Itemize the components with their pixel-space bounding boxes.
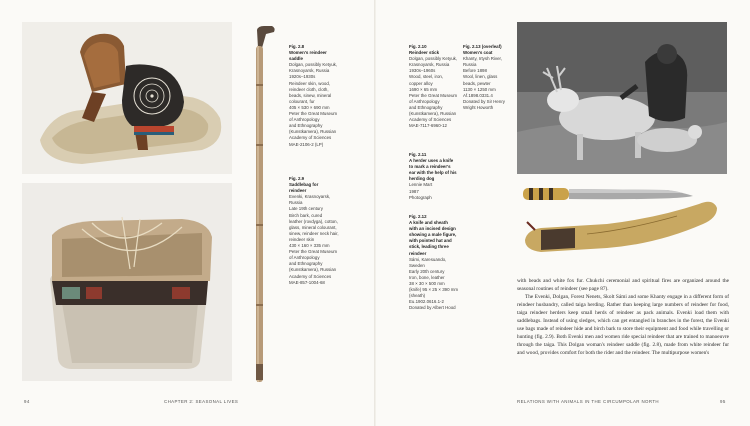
caption-heading: Saddlebag for: [289, 182, 319, 188]
caption-heading: A herder uses a knife: [409, 158, 454, 164]
caption-line: (sheath): [409, 293, 426, 299]
caption-line: (Kunstkamera), Russian: [289, 267, 337, 273]
caption-line: Birch bark, cured: [289, 212, 323, 218]
caption-line: reindeer skin: [289, 236, 315, 242]
caption-line: 1690 × 65 mm: [409, 86, 438, 92]
running-head-right: RELATIONS WITH ANIMALS IN THE CIRCUMPOLAR NORTH: [517, 399, 659, 404]
caption-line: beads, sinew, mineral: [289, 92, 332, 98]
caption-fig-2-13: [463, 44, 513, 111]
caption-line: 1930s–1960s: [409, 68, 436, 74]
caption-line: Iron, bone, leather: [409, 274, 445, 280]
caption-line: Peter the Great Museum: [289, 111, 338, 117]
caption-line: Krasnoyarsk, Russia: [289, 68, 330, 74]
caption-line: Khanty, Irtysh River,: [463, 56, 502, 62]
saddlebag-photo: [22, 183, 232, 381]
caption-line: 405 × 530 × 690 mm: [289, 104, 330, 110]
page-number-right: 95: [720, 399, 726, 404]
reindeer-stick-photo: [240, 24, 278, 384]
caption-title: Fig. 2.12: [409, 214, 427, 219]
caption-line: 1920s–1930s: [289, 74, 316, 80]
caption-line: Donated by Albert Hood: [409, 305, 456, 311]
caption-heading: with an incised design: [409, 226, 456, 232]
caption-line: MAE-857-1004-68: [289, 279, 325, 285]
caption-heading: with pointed hat and: [409, 238, 452, 244]
reindeer-saddle-photo: [22, 22, 232, 174]
caption-line: Donated by Sir Henry: [463, 98, 505, 104]
caption-line: Wood, steel, iron,: [409, 74, 444, 80]
caption-line: Sweden: [409, 262, 425, 268]
caption-line: of Anthropology: [409, 98, 440, 104]
caption-line: Reindeer skin, wood,: [289, 80, 331, 86]
caption-fig-2-9: [289, 176, 355, 286]
caption-title: Fig. 2.9: [289, 176, 305, 181]
page-gutter: [374, 0, 376, 426]
caption-line: of Anthropology: [289, 255, 320, 261]
body-text: [517, 277, 729, 357]
caption-line: Dolgan, possibly Ketyuk,: [409, 56, 458, 62]
caption-line: of Anthropology: [289, 117, 320, 123]
caption-line: and Ethnography: [409, 104, 443, 110]
caption-line: Academy of Sciences: [289, 135, 332, 141]
caption-line: Early 20th century: [409, 268, 445, 274]
caption-line: (Kunstkamera), Russian: [409, 111, 457, 117]
body-paragraph: The Evenki, Dolgan, Forest Nenets, Skolt Sámi and some Khanty engage in a different form of reindeer husbandry, called taiga herding. Rather than keeping large numbers of reindeer for food, taiga reindeer herders keep small herds of reindeer as pack animals. Evenki load them with saddlebags. Instead of using sledges, which can get entangled in branches in the forest, the Evenki use bags made of reindeer hide and birch bark to store their equipment and food while travelling or hunting (fig. 2.9). Both Evenki men and women ride special reindeer that are trained to manoeuvre through the taiga. This Dolgan woman's reindeer saddle (fig. 2.8), made from white reindeer fur and wood, provides comfort for both the rider and the reindeer. The multipurpose women's: [517, 294, 729, 356]
caption-line: and Ethnography: [289, 123, 323, 129]
caption-fig-2-10: [409, 44, 461, 129]
running-head-left: CHAPTER 2: SEASONAL LIVES: [164, 399, 239, 404]
caption-line: Academy of Sciences: [409, 117, 452, 123]
caption-line: Evenki, Krasnoyarsk,: [289, 194, 331, 200]
caption-line: reindeer cloth, cloth,: [289, 86, 329, 92]
caption-line: MAE-2106-2 (LP): [289, 141, 324, 147]
caption-heading: A knife and sheath: [409, 220, 448, 226]
caption-line: Peter the Great Museum: [289, 249, 338, 255]
caption-line: colourant, fur: [289, 98, 315, 104]
caption-line: leather (rovdyga), cotton,: [289, 218, 338, 224]
caption-heading: Women's reindeer: [289, 50, 327, 56]
caption-heading: Reindeer stick: [409, 50, 440, 56]
caption-line: Before 1898: [463, 68, 487, 74]
caption-line: Wool, linen, glass: [463, 74, 498, 80]
caption-line: (knife) 95 × 25 × 390 mm: [409, 287, 459, 293]
caption-line: sinew, reindeer neck hair,: [289, 230, 339, 236]
caption-line: Academy of Sciences: [289, 273, 332, 279]
caption-heading: stick, leading three: [409, 244, 449, 250]
caption-line: beads, pewter: [463, 80, 491, 86]
caption-line: Russia: [463, 62, 477, 68]
caption-heading: herding dog: [409, 176, 435, 182]
caption-line: (Kunstkamera), Russian: [289, 129, 337, 135]
caption-heading: Women's coat: [463, 50, 493, 56]
caption-heading: saddle: [289, 56, 303, 62]
caption-line: 38 × 30 × 500 mm: [409, 281, 445, 287]
caption-heading: reindeer: [289, 188, 307, 194]
caption-line: Peter the Great Museum: [409, 92, 458, 98]
caption-line: Russia: [289, 200, 303, 206]
caption-title: Fig. 2.11: [409, 152, 427, 157]
caption-line: Sámi, Karesuando,: [409, 256, 447, 262]
caption-line: Lennie Mart: [409, 182, 433, 188]
caption-fig-2-8: [289, 44, 355, 148]
caption-title: Fig. 2.13 (overleaf): [463, 44, 502, 49]
caption-line: Photograph: [409, 194, 432, 200]
caption-line: copper alloy: [409, 80, 433, 86]
caption-fig-2-12: [409, 214, 461, 312]
caption-line: 1130 × 1250 mm: [463, 86, 496, 92]
caption-line: glass, mineral colourant,: [289, 224, 337, 230]
caption-line: 430 × 160 × 335 mm: [289, 243, 330, 249]
caption-fig-2-11: [409, 152, 461, 201]
caption-title: Fig. 2.10: [409, 44, 427, 49]
caption-line: 1987: [409, 188, 419, 194]
caption-line: Wright Howorth: [463, 104, 494, 110]
caption-heading: showing a male figure,: [409, 232, 457, 238]
page-number-left: 94: [24, 399, 30, 404]
caption-heading: ear with the help of his: [409, 170, 457, 176]
caption-heading: to mark a reindeer's: [409, 164, 451, 170]
caption-line: and Ethnography: [289, 261, 323, 267]
caption-line: Krasnoyarsk, Russia: [409, 62, 450, 68]
caption-line: Dolgan, possibly Ketyuk,: [289, 62, 338, 68]
caption-line: MAE-7117-6960-12: [409, 123, 447, 129]
knife-and-sheath-photo: [517, 182, 727, 262]
herder-marking-reindeer-photo: [517, 22, 727, 174]
caption-heading: reindeer: [409, 250, 427, 256]
caption-title: Fig. 2.8: [289, 44, 305, 49]
caption-line: Late 19th century: [289, 206, 323, 212]
body-paragraph: with beads and white fox fur. Chukchi ceremonial and spiritual fires are organized around the seasonal routines of reindeer (see page 87).: [517, 278, 729, 292]
caption-line: Eu.1902.0616.1-2: [409, 299, 444, 305]
caption-line: Af.1898.0331.4: [463, 92, 493, 98]
